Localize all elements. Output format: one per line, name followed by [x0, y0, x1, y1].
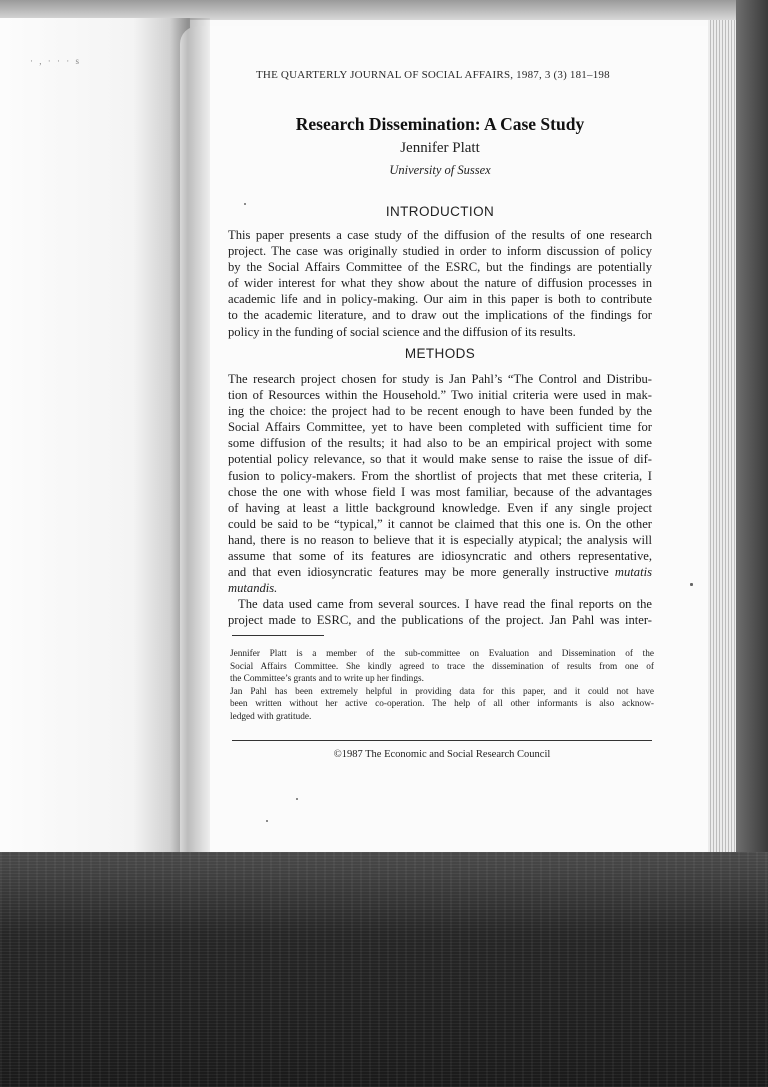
methods-line: could be said to be “typical,” it cannot be claimed that this one is. On the other [228, 516, 652, 531]
footnote-line: Jennifer Platt is a member of the sub-committee on Evaluation and Dissemination of the [230, 649, 654, 659]
italic-term: mutandis. [228, 581, 278, 596]
methods-line-with-italic [228, 564, 652, 580]
methods-line: chose the one with whose field I was most familiar, because of the advantages [228, 484, 652, 499]
footnote-line: been written without her active co-operation. The help of all other informants is also acknow- [230, 699, 654, 710]
intro-line: by the Social Affairs Committee of the ESRC, but the findings are potentially [228, 260, 652, 275]
methods-line: assume that some of its features are idiosyncratic and others representative, [228, 549, 652, 564]
book-gutter-shadow [170, 18, 210, 858]
article-title: Research Dissemination: A Case Study [295, 114, 585, 134]
intro-line: academic life and in policy-making. Our aim in this paper is both to contribute [228, 292, 652, 307]
footnote-line: Social Affairs Committee. She kindly agreed to trace the dissemination of results from one of [230, 661, 654, 672]
methods-line: potential policy relevance, so that it would make sense to raise the issue of dif- [228, 452, 652, 467]
introduction-heading: INTRODUCTION [385, 204, 495, 219]
intro-line: This paper presents a case study of the diffusion of the results of one research [228, 228, 652, 242]
methods-line: some diffusion of the results; it had also to be an empirical project with some [228, 436, 652, 451]
methods-line: Social Affairs Committee, yet to have been completed with sufficient time for [228, 420, 652, 435]
methods-line: ing the choice: the project had to be recent enough to have been funded by the [228, 404, 652, 419]
footnote-line: ledged with gratitude. [230, 711, 312, 722]
italic-term: mutatis [614, 565, 652, 580]
left-page-marks: · , · · · s [30, 56, 81, 66]
intro-line: policy in the funding of social science and the diffusion of its results. [228, 324, 576, 339]
intro-line: project. The case was originally studied in order to inform discussion of policy [228, 244, 652, 259]
methods-line: The data used came from several sources. I have read the final reports on the [238, 597, 652, 612]
left-facing-page [0, 18, 190, 858]
footnote-rule [232, 635, 324, 636]
methods-line: fusion to policy-makers. From the shortlist of projects that met these criteria, I [228, 468, 652, 483]
introduction-paragraph [228, 227, 652, 340]
scan-speck [266, 820, 268, 822]
scan-right-edge [736, 0, 768, 860]
methods-line: of having at least a little background knowledge. Even if any single project [228, 500, 652, 515]
scan-bottom-area [0, 852, 768, 1087]
scan-speck [244, 203, 246, 205]
methods-line: The research project chosen for study is Jan Pahl’s “The Control and Distribu- [228, 372, 652, 386]
page-stack-edge [708, 20, 738, 856]
methods-heading: METHODS [404, 346, 476, 361]
intro-line: of wider interest for what they show about the nature of diffusion processes in [228, 276, 652, 291]
methods-line: tion of Resources within the Household.” Two initial criteria were used in mak- [228, 388, 652, 403]
footnotes [230, 648, 654, 724]
copyright-notice: ©1987 The Economic and Social Research Council [333, 749, 551, 760]
author-name: Jennifer Platt [400, 140, 480, 156]
author-affiliation: University of Sussex [389, 163, 491, 177]
scan-speck [690, 583, 693, 586]
methods-line [228, 580, 652, 596]
methods-line: project made to ESRC, and the publications of the project. Jan Pahl was inter- [228, 613, 652, 628]
methods-paragraph [228, 371, 652, 629]
footnote-line: Jan Pahl has been extremely helpful in providing data for this paper, and it could not have [230, 686, 654, 697]
methods-line-text: and that even idiosyncratic features may be more generally instructive [228, 565, 609, 580]
methods-line: hand, there is no reason to believe that it is especially atypical; the analysis will [228, 532, 652, 547]
journal-header: THE QUARTERLY JOURNAL OF SOCIAL AFFAIRS, 1987, 3 (3) 181–198 [256, 69, 610, 81]
scan-speck [296, 798, 298, 800]
scan-top-band [0, 0, 768, 20]
copyright-rule [232, 740, 652, 741]
intro-line: to the academic literature, and to draw out the implications of the findings for [228, 308, 652, 323]
footnote-line: the Committee’s grants and to write up her findings. [230, 674, 424, 685]
